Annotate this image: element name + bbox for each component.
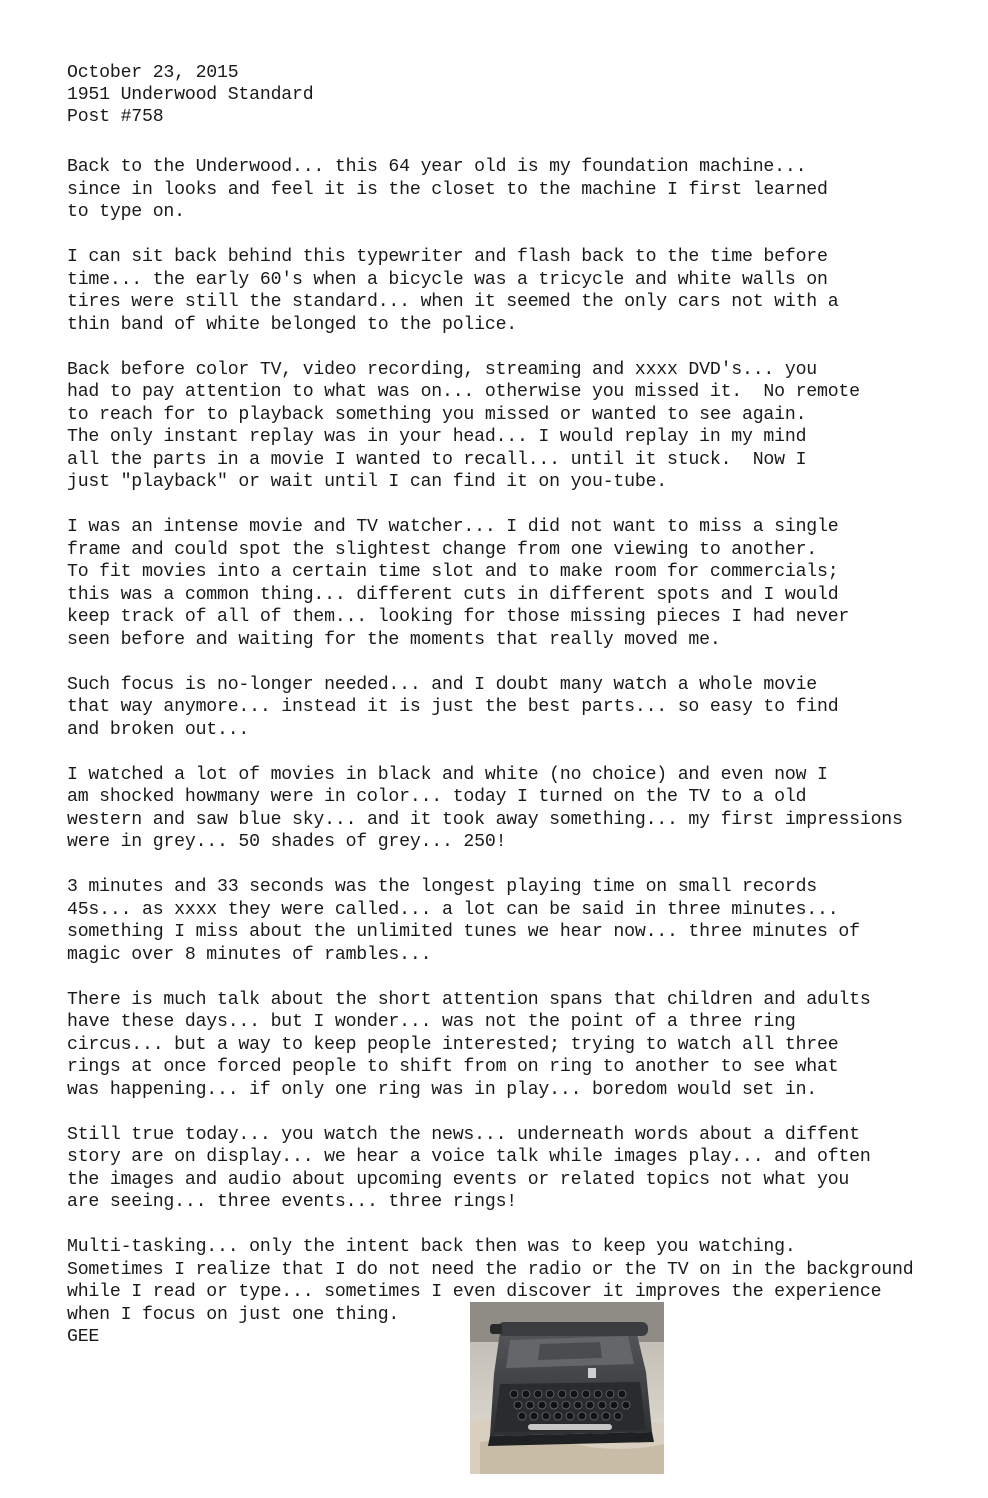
text-line: just "playback" or wait until I can find it on you-tube. — [67, 472, 667, 492]
text-line: Back to the Underwood... this 64 year old is my foundation machine... — [67, 157, 807, 177]
text-line: time... the early 60's when a bicycle was a tricycle and white walls on — [67, 269, 828, 290]
text-line: 45s... as xxxx they were called... a lot can be said in three minutes... — [67, 899, 839, 920]
text-line: keep track of all of them... looking for those missing pieces I had never — [67, 607, 850, 627]
text-line: There is much talk about the short attention spans that children and adults — [67, 989, 871, 1010]
signature: GEE — [67, 1327, 100, 1347]
paragraph-8 — [67, 989, 947, 1102]
paragraph-7 — [67, 876, 947, 966]
typed-page — [67, 62, 947, 1349]
post-date: October 23, 2015 — [67, 63, 239, 83]
text-line: am shocked howmany were in color... today I turned on the TV to a old — [67, 787, 807, 807]
paragraph-4 — [67, 516, 947, 651]
text-line: The only instant replay was in your head... I would replay in my mind — [67, 427, 807, 447]
text-line: Back before color TV, video recording, streaming and xxxx DVD's... you — [67, 359, 817, 380]
text-line: frame and could spot the slightest change from one viewing to another. — [67, 539, 817, 560]
text-line: I was an intense movie and TV watcher... I did not want to miss a single — [67, 517, 839, 537]
text-line: circus... but a way to keep people interested; trying to watch all three — [67, 1034, 839, 1055]
paragraph-6 — [67, 764, 947, 854]
text-line: to type on. — [67, 202, 185, 222]
text-line: seen before and waiting for the moments that really moved me. — [67, 629, 721, 650]
text-line: when I focus on just one thing. — [67, 1304, 400, 1325]
paragraph-2 — [67, 246, 947, 336]
post-number: Post #758 — [67, 107, 164, 127]
typewriter-photo — [470, 1302, 664, 1474]
text-line: while I read or type... sometimes I even discover it improves the experience — [67, 1282, 882, 1302]
text-line: 3 minutes and 33 seconds was the longest playing time on small records — [67, 877, 817, 897]
text-line: Multi-tasking... only the intent back then was to keep you watching. — [67, 1237, 796, 1257]
text-line: magic over 8 minutes of rambles... — [67, 944, 432, 965]
text-line: Sometimes I realize that I do not need the radio or the TV on in the background — [67, 1259, 914, 1280]
text-line: I watched a lot of movies in black and white (no choice) and even now I — [67, 764, 828, 785]
text-line: this was a common thing... different cuts in different spots and I would — [67, 584, 839, 605]
text-line: all the parts in a movie I wanted to recall... until it stuck. Now I — [67, 449, 807, 470]
text-line: story are on display... we hear a voice talk while images play... and often — [67, 1147, 871, 1167]
paragraph-1 — [67, 156, 947, 224]
text-line: thin band of white belonged to the police. — [67, 314, 517, 335]
text-line: To fit movies into a certain time slot and to make room for commercials; — [67, 562, 839, 582]
text-line: to reach for to playback something you missed or wanted to see again. — [67, 404, 807, 425]
text-line: were in grey... 50 shades of grey... 250! — [67, 832, 507, 852]
text-line: rings at once forced people to shift from on ring to another to see what — [67, 1057, 839, 1077]
text-line: that way anymore... instead it is just the best parts... so easy to find — [67, 697, 839, 717]
text-line: the images and audio about upcoming events or related topics not what you — [67, 1169, 850, 1190]
machine-name: 1951 Underwood Standard — [67, 85, 314, 105]
text-line: since in looks and feel it is the closet to the machine I first learned — [67, 179, 828, 200]
text-line: and broken out... — [67, 719, 250, 740]
paragraph-3 — [67, 359, 947, 494]
text-line: have these days... but I wonder... was not the point of a three ring — [67, 1012, 796, 1032]
text-line: had to pay attention to what was on... otherwise you missed it. No remote — [67, 382, 860, 402]
post-header — [67, 62, 947, 128]
text-line: tires were still the standard... when it seemed the only cars not with a — [67, 292, 839, 312]
text-line: Still true today... you watch the news... underneath words about a diffent — [67, 1124, 860, 1145]
text-line: was happening... if only one ring was in play... boredom would set in. — [67, 1079, 817, 1100]
paragraph-5 — [67, 674, 947, 742]
text-line: something I miss about the unlimited tunes we hear now... three minutes of — [67, 922, 860, 942]
text-line: Such focus is no-longer needed... and I doubt many watch a whole movie — [67, 674, 817, 695]
paragraph-9 — [67, 1124, 947, 1214]
text-line: western and saw blue sky... and it took away something... my first impressions — [67, 809, 903, 830]
text-line: are seeing... three events... three rings! — [67, 1192, 517, 1212]
text-line: I can sit back behind this typewriter and flash back to the time before — [67, 247, 828, 267]
